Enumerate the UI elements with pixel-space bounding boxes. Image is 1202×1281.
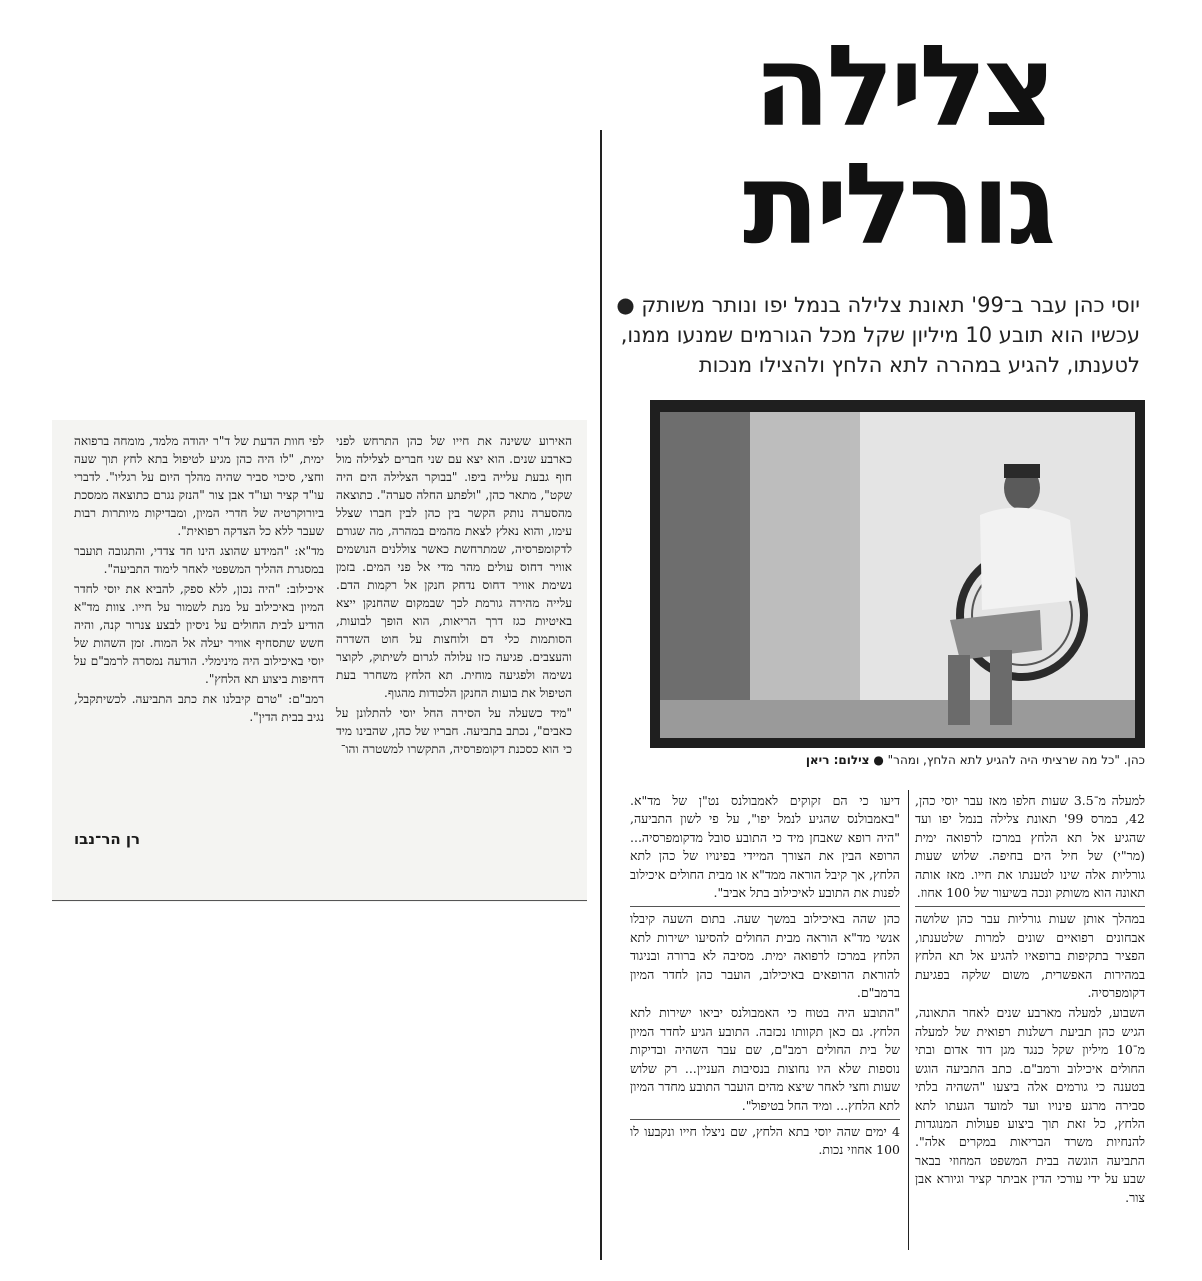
paragraph: לפי חוות הדעת של ד"ר יהודה מלמד, מומחה ברפואה ימית, "לו היה כהן מגיע לטיפול בתא לחץ תוך שעה וחצי, סיכוי סביר שהיה מהלך היום על רגליו". לדברי עו"ד קציר ועו"ד אבן צור "הנזק נגרם כתוצאה ממסכת ביורוקרטיה של חדרי המיון, ומבדיקות מיותרות רבות שעבר ללא כל הצדקה רפואית". xyxy=(74,434,324,538)
bullet-icon: ● xyxy=(616,293,635,317)
photo-credit: צילום: ריאן xyxy=(805,753,870,767)
paragraph-divider xyxy=(630,1119,900,1120)
caption-bullet-icon: ● xyxy=(873,753,884,767)
paragraph: מד"א: "המידע שהוצג הינו חד צדדי, והתגובה תועבר במסגרת ההליך המשפטי לאחר לימוד התביעה". xyxy=(74,544,324,576)
photo-caption xyxy=(650,752,1145,768)
paragraph: השבוע, למעלה מארבע שנים לאחר התאונה, הגיש כהן תביעת רשלנות רפואית של למעלה מ־10 מיליון שקל כנגד מגן דוד אדום ובתי החולים איכילוב ורמב"ם. כתב התביעה הוגש בטענה כי גורמים אלה ביצעו "השהיה בלתי סבירה מרגע פינויו ועד למועד הגעתו לתא הלחץ, כל זאת תוך ביצוע פעולות המנוגדות להנחיות משרד הבריאות במקרים אלה". התביעה הוגשה בבית המשפט המחוזי בבאר שבע על ידי עורכי הדין אביתר קציר וגיורא אבן צור. xyxy=(915,1005,1145,1205)
paragraph: "מיד כשעלה על הסירה החל יוסי להתלונן על כאבים", נכתב בתביעה. חבריו של כהן, שהבינו מיד כי הוא כסכנת דקומפרסיה, התקשרו למשטרה והו־ xyxy=(336,706,572,756)
subhead-text-2: עכשיו הוא תובע 10 מיליון שקל מכל הגורמים שמנעו ממנו, לטענתו, להגיע במהרה לתא הלחץ ולהצילו מנכות xyxy=(620,323,1140,377)
caption-text: כהן. "כל מה שרציתי היה להגיע לתא הלחץ, ומהר" xyxy=(887,753,1145,767)
subheadline xyxy=(600,290,1140,380)
paragraph: "התובע היה בטוח כי האמבולנס יביאו ישירות לתא הלחץ. גם כאן תקוותו נכזבה. התובע הגיע לחדר המיון של בית החולים רמב"ם, שם עבר השהיה ובדיקות נוספות שלא היו נחוצות בנסיבות העניין... רק שלוש שעות וחצי לאחר שיצא מהים הועבר התובע מחדר המיון לתא הלחץ... ומיד החל בטיפול". xyxy=(630,1005,900,1113)
subhead-text-1: יוסי כהן עבר ב־99' תאונת צלילה בנמל יפו ונותר משותק xyxy=(641,293,1140,317)
photo-wall-dark xyxy=(660,412,750,738)
paragraph: איכילוב: "היה נכון, ללא ספק, להביא את יוסי לחדר המיון באיכילוב על מנת לשמור על חייו. צוות מד"א הודיע לבית החולים על ניסיון לבצע צנרור קנה, והיה חשש שתסחיף אוויר יעלה אל המוח. זמן השהות של יוסי באיכילוב היה מינימלי. הודעה נמסרה לרמב"ם על דחיפות ביצוע תא הלחץ". xyxy=(74,582,324,686)
paragraph: למעלה מ־3.5 שעות חלפו מאז עבר יוסי כהן, 42, במרס 99' תאונת צלילה בנמל יפו ועד שהגיע אל תא הלחץ במרכז לרפואה ימית (מר"י) של חיל הים בחיפה. שלוש שעות גורליות אלה שינו לטענתו את חייו. מאז אותה תאונה הוא משותק ונכה בשיעור של 100 אחוז. xyxy=(915,793,1145,901)
article-column-a xyxy=(915,792,1145,1209)
article-column-c xyxy=(336,432,572,760)
paragraph: 4 ימים שהה יוסי בתא הלחץ, שם ניצלו חייו ונקבעו לו 100 אחוזי נכות. xyxy=(630,1123,900,1158)
column-rule-right xyxy=(908,790,909,1250)
paragraph-divider xyxy=(630,906,900,907)
man-in-wheelchair-figure xyxy=(930,460,1090,730)
headline-line-1: צלילה xyxy=(753,22,1052,152)
clipping-bottom-rule xyxy=(52,900,587,901)
headline xyxy=(612,22,1052,270)
article-column-b xyxy=(630,792,900,1162)
byline: רן הר־נבו xyxy=(74,830,141,848)
paragraph-divider xyxy=(915,906,1145,907)
article-column-d xyxy=(74,432,324,728)
paragraph: רמב"ם: "טרם קיבלנו את כתב התביעה. לכשיתקבל, נגיב בבית הדין". xyxy=(74,692,324,724)
paragraph: כהן שהה באיכילוב במשך שעה. בתום השעה קיבלו אנשי מד"א הוראה מבית החולים להסיעו ישירות לתא הלחץ במרכז לרפואה ימית. מסיבה לא ברורה ובניגוד להוראת הרופאים באיכילוב, הועבר כהן לחדר המיון ברמב"ם. xyxy=(630,911,900,1001)
article-photo xyxy=(650,400,1145,748)
paragraph: דיעו כי הם זקוקים לאמבולנס נט"ן של מד"א. "באמבולנס שהגיע לנמל יפו", על פי לשון התביעה, "היה רופא שאבחן מיד כי התובע סובל מדקומפרסיה... הרופא הבין את הצורך המיידי בפינויו של כהן לתא הלחץ, אך קיבל הוראה ממד"א או מבית החולים איכילוב לפנות את התובע לאיכילוב בתל אביב". xyxy=(630,793,900,901)
paragraph: האירוע ששינה את חייו של כהן התרחש לפני כארבע שנים. הוא יצא עם שני חברים לצלילה מול חוף גבעת עלייה ביפו. "בבוקר הצלילה הים היה שקט", מתאר כהן, "ולפתע החלה סערה". כתוצאה מהסערה נותק הקשר בין כהן לבין חברו שצלל עימו, והוא נאלץ לצאת מהמים במהרה, מה שגורם לדקומפרסיה, שמתרחשת כאשר צוללנים הנושמים אוויר דחוס עולים מהר מדי אל פני המים. בזמן נשימת אוויר דחוס נדחק חנקן אל רקמות הדם. עלייה מהירה גורמת לכך שבמקום שהחנקן ייצא באיטיות כגז דרך הריאות, הוא הופך לבועות, הסותמות כלי דם ולוחצות על חוט השדרה והעצבים. פגיעה כזו עלולה לגרום לשיתוק, לקוצר נשימה ולפגיעה מוחית. תא הלחץ משחרר בעת הטיפול את בועות החנקן הלכודות מהגוף. xyxy=(336,434,572,700)
photo-wall-mid xyxy=(750,412,860,738)
paragraph: במהלך אותן שעות גורליות עבר כהן שלושה אבחונים רפואיים שונים למרות שלטענתו, הפציר בתקיפות ברופאיו להגיע אל תא הלחץ במהירות האפשרית, משום שלקה בפגיעת דקומפרסיה. xyxy=(915,911,1145,1001)
headline-line-2: גורלית xyxy=(742,140,1052,270)
